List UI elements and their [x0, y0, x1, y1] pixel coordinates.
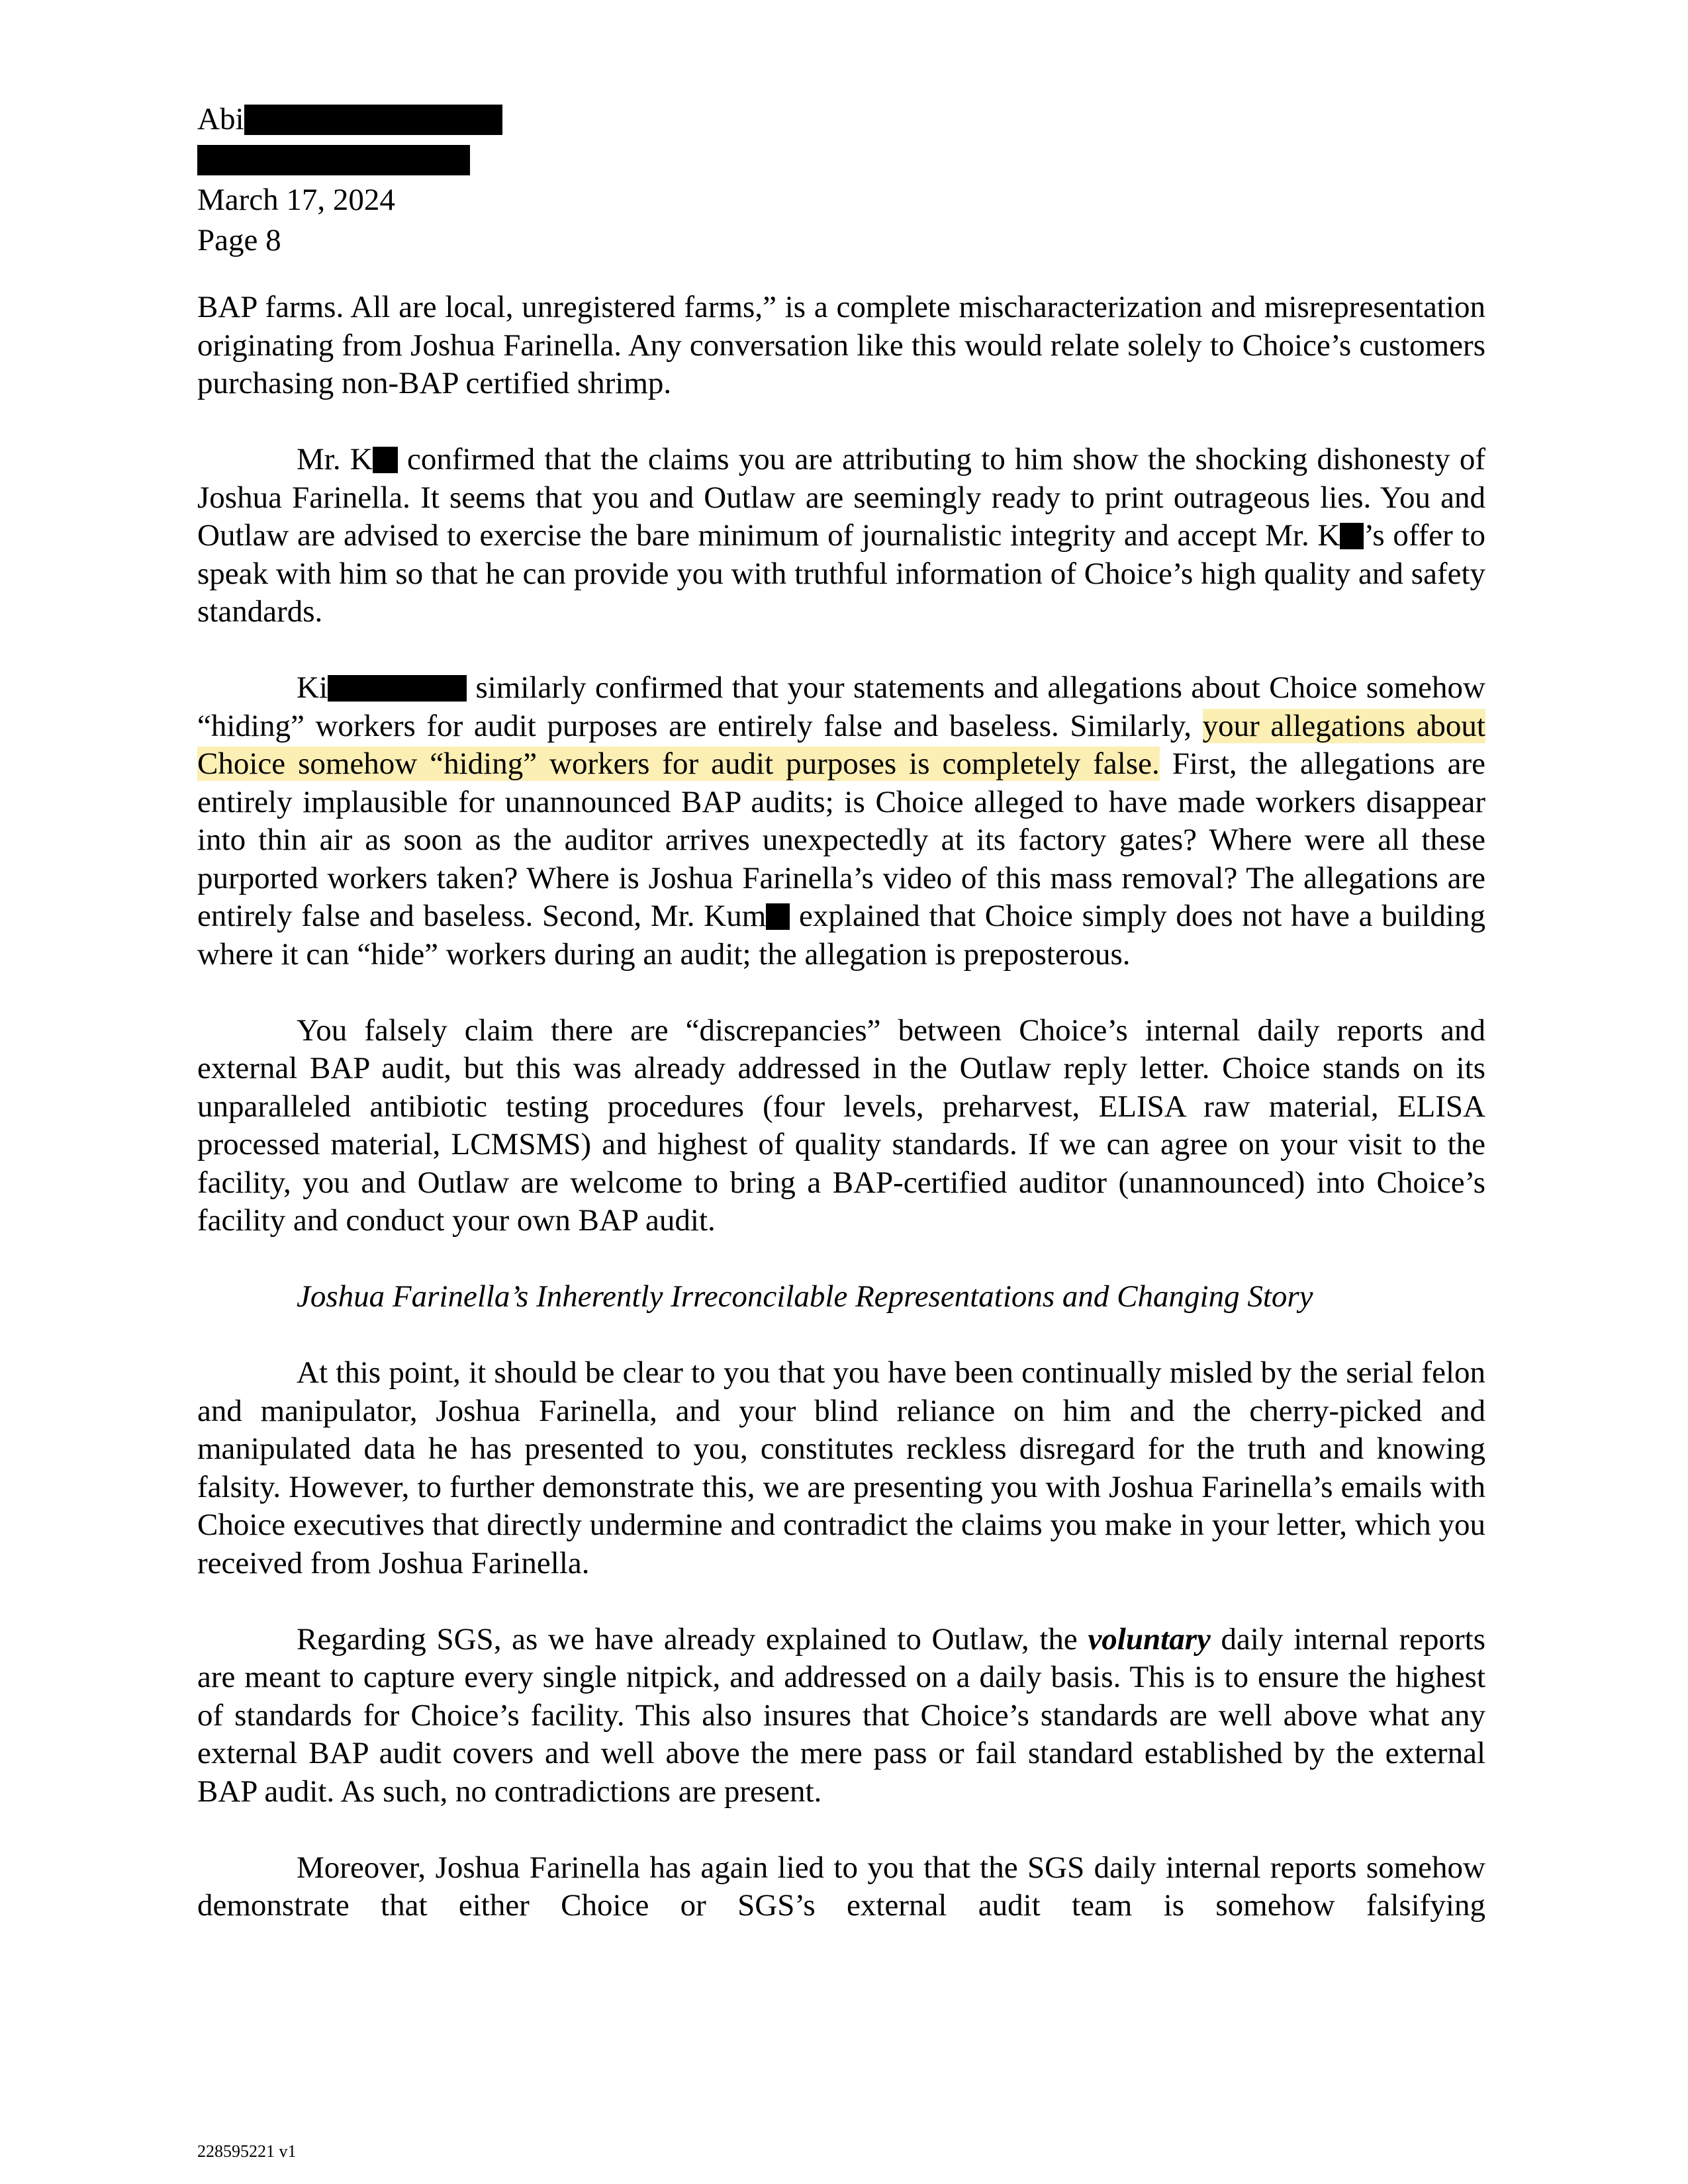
paragraph-6-text: Regarding SGS, as we have already explained to Outlaw, the — [297, 1621, 1088, 1657]
document-id: 228595221 v1 — [197, 2142, 297, 2161]
paragraph-3-text: First, the allegations are entirely implausible for unannounced BAP audits; is Choice alleged to have made workers disappear into thin air as soon as the auditor arrives unexpectedly at its factory gates? Where were all these purported workers taken? Where is Joshua Farinella’s video of this mass removal? The allegations are entirely false and baseless. Second, Mr. Kum — [197, 747, 1485, 933]
paragraph-3-text: similarly confirmed that your statements and allegations about Choice somehow “hiding” workers for audit purposes are entirely false and baseless. Similarly, — [197, 670, 1485, 743]
paragraph-3-text: explained that Choice simply does not have a building where it can “hide” workers during an audit; the allegation is preposterous. — [197, 899, 1485, 972]
redaction-box — [766, 903, 790, 930]
highlighted-text: your allegations about Choice somehow “hiding” workers for audit purposes is completely false. — [197, 708, 1485, 781]
redaction-box — [244, 105, 502, 135]
address-line — [197, 140, 502, 180]
redaction-box — [328, 675, 467, 702]
section-subheading: Joshua Farinella’s Inherently Irreconcilable Representations and Changing Story — [297, 1279, 1313, 1314]
paragraph-3-text: Ki — [297, 670, 328, 705]
paragraph-1: BAP farms. All are local, unregistered farms,” is a complete mischaracterization and misrepresentation originating from Joshua Farinella. Any conversation like this would relate solely to Choice’s customers purchasing non-BAP certified shrimp. — [197, 290, 1485, 400]
paragraph-2-text: ’s offer to speak with him so that he can provide you with truthful information of Choice’s high quality and safety standards. — [197, 518, 1485, 629]
paragraph-3 — [197, 669, 1485, 974]
paragraph-6-text: daily internal reports are meant to capture every single nitpick, and addressed on a daily basis. This is to ensure the highest of standards for Choice’s facility. This also insures that Choice’s standards are well above what any external BAP audit covers and well above the mere pass or fail standard established by the external BAP audit. As such, no contradictions are present. — [197, 1621, 1485, 1809]
paragraph-2 — [197, 441, 1485, 631]
redaction-box — [197, 145, 470, 175]
paragraph-6 — [197, 1621, 1485, 1811]
addressee-line — [197, 99, 502, 140]
redaction-box — [373, 447, 398, 473]
paragraph-7: Moreover, Joshua Farinella has again lied to you that the SGS daily internal reports somehow demonstrate that either Choice or SGS’s external audit team is somehow falsifying — [197, 1850, 1485, 1923]
redaction-box — [1340, 523, 1364, 549]
letter-header — [197, 99, 502, 261]
letter-date: March 17, 2024 — [197, 183, 395, 217]
paragraph-4: You falsely claim there are “discrepancies” between Choice’s internal daily reports and external BAP audit, but this was already addressed in the Outlaw reply letter. Choice stands on its unparalleled antibiotic testing procedures (four levels, preharvest, ELISA raw material, ELISA processed material, LCMSMS) and highest of quality standards. If we can agree on your visit to the facility, you and Outlaw are welcome to bring a BAP-certified auditor (unannounced) into Choice’s facility and conduct your own BAP audit. — [197, 1013, 1485, 1238]
addressee-name: Abi — [197, 102, 244, 136]
paragraph-5: At this point, it should be clear to you that you have been continually misled by the serial felon and manipulator, Joshua Farinella, and your blind reliance on him and the cherry-picked and manipulated data he has presented to you, constitutes reckless disregard for the truth and knowing falsity. However, to further demonstrate this, we are presenting you with Joshua Farinella’s emails with Choice executives that directly undermine and contradict the claims you make in your letter, which you received from Joshua Farinella. — [197, 1355, 1485, 1580]
letter-body — [197, 289, 1485, 1963]
paragraph-2-text: confirmed that the claims you are attributing to him show the shocking dishonesty of Joshua Farinella. It seems that you and Outlaw are seemingly ready to print outrageous lies. You and Outlaw are advised to exercise the bare minimum of journalistic integrity and accept Mr. K — [197, 442, 1485, 553]
paragraph-2-text: Mr. K — [297, 442, 373, 477]
page-number: Page 8 — [197, 223, 281, 257]
emphasized-word: voluntary — [1088, 1621, 1211, 1657]
